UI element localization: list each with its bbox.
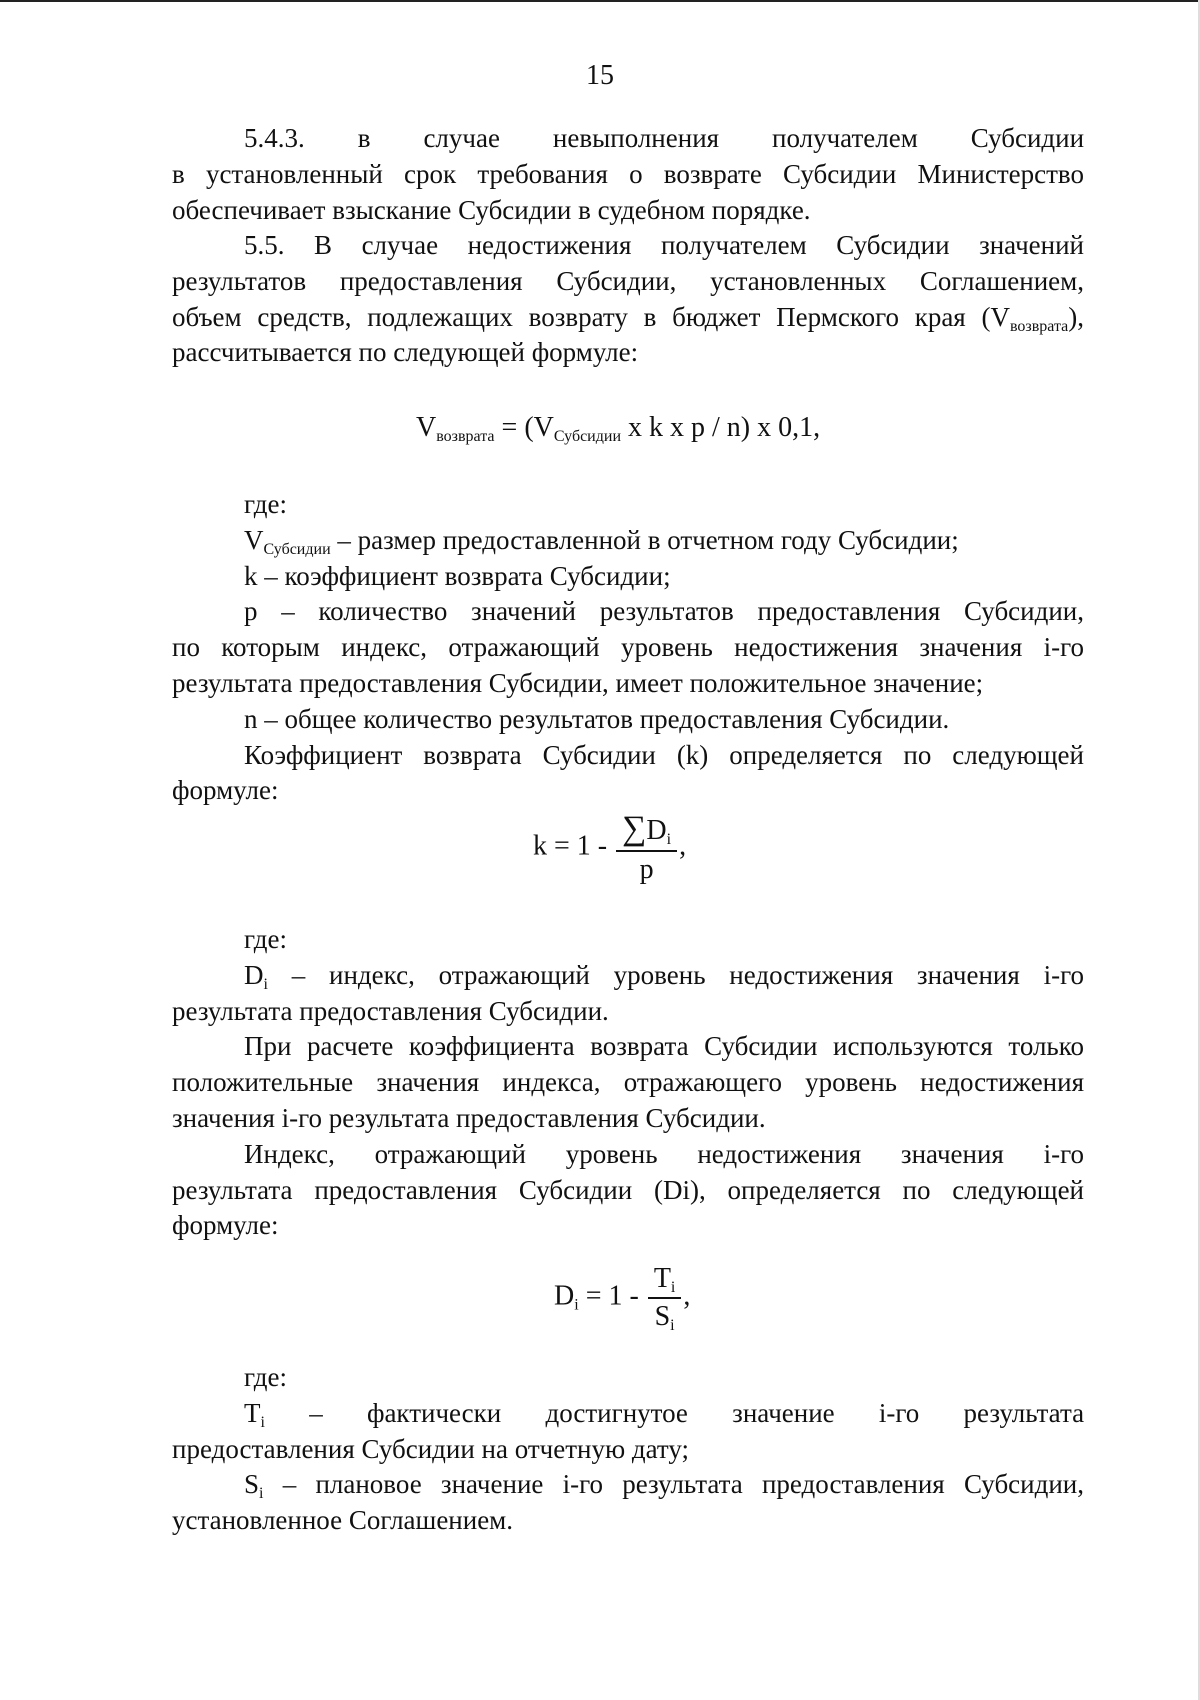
definition-k: k – коэффициент возврата Субсидии; <box>244 560 671 591</box>
formula-di: $D_i = 1$ - $\frac{T_i}{S_i}$ , <box>554 1263 691 1334</box>
paragraph-line: формуле: <box>172 1210 279 1241</box>
where-label: где: <box>244 1362 287 1392</box>
paragraph-line: по которым индекс, отражающий уровень недостижения значения i-го <box>172 632 1084 663</box>
paragraph-line: формуле: <box>172 775 279 806</box>
definition-v-subsidy: $V_{Субсидии}$ – размер предоставленной в отчетном году Субсидии; <box>244 524 959 558</box>
definition-di: $D_i$ – индекс, отражающий уровень недостижения значения i-го <box>244 959 1084 993</box>
paragraph-line: установленное Соглашением. <box>172 1505 514 1536</box>
definition-n: n – общее количество результатов предоставления Субсидии. <box>244 703 950 734</box>
index-intro: Индекс, отражающий уровень недостижения значения i-го <box>244 1138 1085 1169</box>
where-label: где: <box>244 924 287 954</box>
paragraph-line: 5.5. В случае недостижения получателем Субсидии значений <box>244 230 1084 260</box>
where-label: где: <box>244 489 287 519</box>
formula-v-return: $V_{возврата} = (V_{Субсидии}$ x k x p / n) x 0,1, <box>416 412 821 445</box>
paragraph-5-5 <box>172 228 1084 371</box>
paragraph-line: положительные значения индекса, отражающего уровень недостижения <box>172 1067 1084 1098</box>
fraction: $\frac{\sum D_i}{p}$ <box>616 810 677 886</box>
paragraph-line: результата предоставления Субсидии (Di), определяется по следующей <box>172 1174 1084 1205</box>
paragraph-line: значения i-го результата предоставления Субсидии. <box>172 1102 766 1133</box>
paragraph-line: результата предоставления Субсидии. <box>172 995 609 1026</box>
paragraph-line: обеспечивает взыскание Субсидии в судебном порядке. <box>172 194 811 225</box>
definition-si: $S_i$ – плановое значение i-го результата предоставления Субсидии, <box>244 1469 1084 1503</box>
paragraph-5-4-3 <box>172 121 1084 228</box>
definitions-block-1 <box>172 487 1084 809</box>
paragraph-line: в установленный срок требования о возврате Субсидии Министерство <box>172 158 1084 189</box>
scan-top-edge <box>0 0 1200 2</box>
definition-p: p – количество значений результатов предоставления Субсидии, <box>244 596 1084 627</box>
formula-k: k = 1 - $\frac{\sum D_i}{p}$ , <box>533 810 687 885</box>
paragraph-line: 5.4.3. в случае невыполнения получателем Субсидии <box>244 123 1085 153</box>
calc-note: При расчете коэффициента возврата Субсидии используются только <box>244 1031 1084 1062</box>
definitions-block-2 <box>172 922 1084 1244</box>
paragraph-line: результата предоставления Субсидии, имеет положительное значение; <box>172 667 984 698</box>
fraction: $\frac{T_i}{S_i}$ <box>648 1263 682 1333</box>
paragraph-line: рассчитывается по следующей формуле: <box>172 337 639 368</box>
paragraph-line: результатов предоставления Субсидии, установленных Соглашением, <box>172 265 1084 296</box>
page-number: 15 <box>586 60 614 91</box>
coefficient-intro: Коэффициент возврата Субсидии (k) определяется по следующей <box>244 739 1084 770</box>
definitions-block-3 <box>172 1360 1084 1539</box>
definition-ti: $T_i$ – фактически достигнутое значение i-го результата <box>244 1397 1085 1431</box>
paragraph-line: объем средств, подлежащих возврату в бюджет Пермского края $(V_{возврата})$, <box>172 301 1084 335</box>
paragraph-line: предоставления Субсидии на отчетную дату; <box>172 1433 690 1464</box>
